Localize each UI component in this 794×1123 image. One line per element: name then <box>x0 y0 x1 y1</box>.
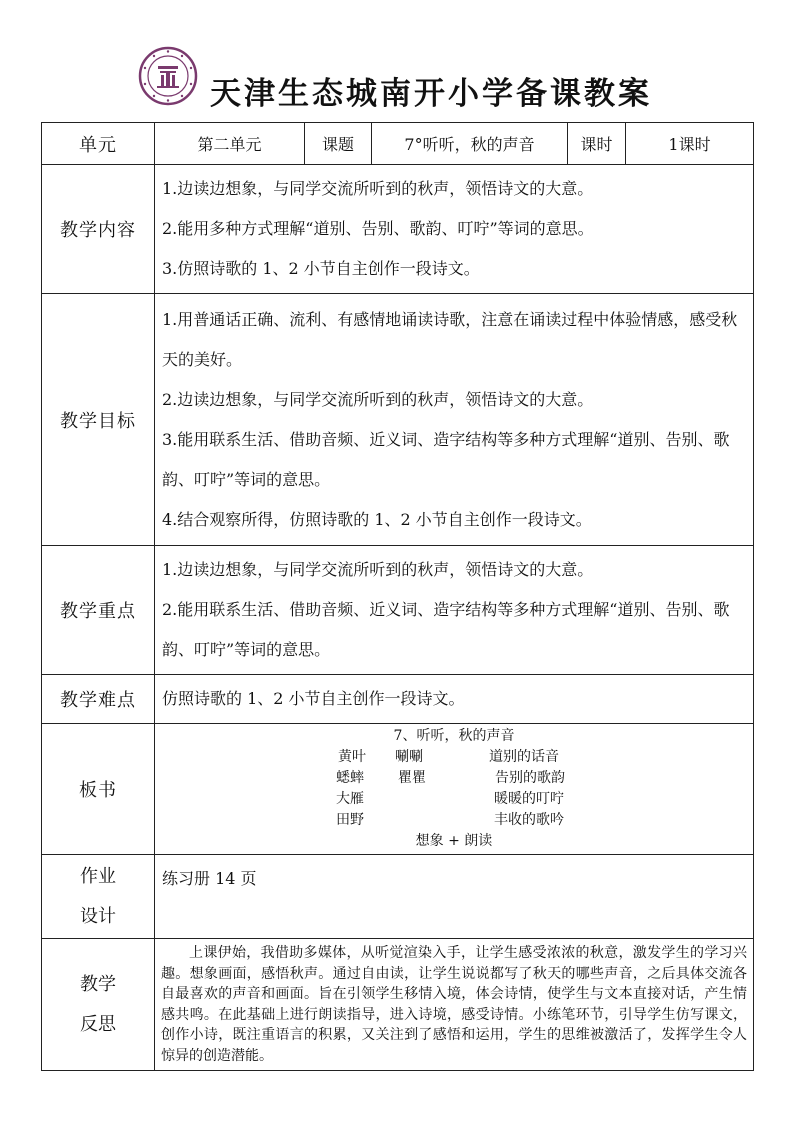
key-points-row <box>42 546 754 675</box>
lesson-plan-table <box>41 122 754 1071</box>
objective-item: 1.用普通话正确、流利、有感情地诵读诗歌，注意在诵读过程中体验情感，感受秋天的美好。 <box>162 309 738 369</box>
reflection-text: 上课伊始，我借助多媒体，从听觉渲染入手，让学生感受浓浓的秋意，激发学生的学习兴趣。想象画面，感悟秋声。通过自由读，让学生说说都写了秋天的哪些声音，之后具体交流各自最喜欢的声音和画面。旨在引领学生移情入境，体会诗情，使学生与文本直接对话，产生情感共鸣。在此基础上进行朗读指导，进入诗境，感受诗情。小练笔环节，引导学生仿写课文，创作小诗，既注重语言的积累，又关注到了感悟和运用，学生的思维被激活了，发挥学生令人惊异的创造潜能。 <box>155 939 754 1071</box>
board-subject: 蟋蟀 <box>336 770 364 786</box>
key-point-item: 2.能用联系生活、借助音频、近义词、造字结构等多种方式理解“道别、告别、歌韵、叮咛”等词的意思。 <box>162 600 730 659</box>
objectives-cell <box>155 294 754 546</box>
content-item: 1.边读边想象，与同学交流所听到的秋声，领悟诗文的大意。 <box>162 179 594 198</box>
unit-value: 第二单元 <box>155 123 305 165</box>
homework-cell <box>155 855 754 939</box>
board-title: 7、听听，秋的声音 <box>393 728 515 744</box>
board-phrase: 暖暖的叮咛 <box>494 791 564 807</box>
homework-text: 练习册 14 页 <box>162 869 257 888</box>
board-line <box>155 747 753 768</box>
objectives-row <box>42 294 754 546</box>
homework-label-line: 设计 <box>80 905 116 927</box>
page-title: 天津生态城南开小学备课教案 <box>210 76 652 112</box>
board-line <box>155 789 753 810</box>
content-item: 3.仿照诗歌的 1、2 小节自主创作一段诗文。 <box>162 259 480 278</box>
board-label: 板书 <box>42 724 155 855</box>
content-label: 教学内容 <box>42 165 155 294</box>
period-value: 1课时 <box>626 123 754 165</box>
board-sound: 瞿瞿 <box>398 770 426 786</box>
reflection-label-line: 反思 <box>80 1013 116 1035</box>
key-points-cell <box>155 546 754 675</box>
difficulty-label: 教学难点 <box>42 675 155 724</box>
board-phrase: 道别的话音 <box>489 749 559 765</box>
content-cell <box>155 165 754 294</box>
board-sound: 唰唰 <box>395 749 423 765</box>
content-item: 2.能用多种方式理解“道别、告别、歌韵、叮咛”等词的意思。 <box>162 219 594 238</box>
board-footer: 想象 + 朗读 <box>415 833 493 849</box>
school-seal-icon <box>138 46 198 106</box>
board-cell <box>155 724 754 855</box>
topic-value: 7°听听，秋的声音 <box>372 123 568 165</box>
board-subject: 大雁 <box>336 791 364 807</box>
board-phrase: 告别的歌韵 <box>495 770 565 786</box>
difficulty-row <box>42 675 754 724</box>
reflection-row <box>42 939 754 1071</box>
period-label: 课时 <box>568 123 626 165</box>
content-row <box>42 165 754 294</box>
page-header <box>0 40 794 120</box>
objectives-label: 教学目标 <box>42 294 155 546</box>
homework-label-line: 作业 <box>80 865 116 887</box>
reflection-label-line: 教学 <box>80 973 116 995</box>
homework-label <box>42 855 155 939</box>
unit-label: 单元 <box>42 123 155 165</box>
objective-item: 4.结合观察所得，仿照诗歌的 1、2 小节自主创作一段诗文。 <box>162 509 592 529</box>
board-subject: 田野 <box>336 812 364 828</box>
board-line <box>155 810 753 831</box>
reflection-label <box>42 939 155 1071</box>
objective-item: 2.边读边想象，与同学交流所听到的秋声，领悟诗文的大意。 <box>162 389 594 409</box>
board-line <box>155 768 753 789</box>
topic-label: 课题 <box>305 123 372 165</box>
key-points-label: 教学重点 <box>42 546 155 675</box>
info-row <box>42 123 754 165</box>
board-subject: 黄叶 <box>338 749 366 765</box>
key-point-item: 1.边读边想象，与同学交流所听到的秋声，领悟诗文的大意。 <box>162 560 594 579</box>
objective-item: 3.能用联系生活、借助音频、近义词、造字结构等多种方式理解“道别、告别、歌韵、叮咛”等词的意思。 <box>162 429 730 489</box>
board-row <box>42 724 754 855</box>
difficulty-cell <box>155 675 754 724</box>
homework-row <box>42 855 754 939</box>
difficulty-text: 仿照诗歌的 1、2 小节自主创作一段诗文。 <box>162 689 465 708</box>
board-phrase: 丰收的歌吟 <box>494 812 564 828</box>
